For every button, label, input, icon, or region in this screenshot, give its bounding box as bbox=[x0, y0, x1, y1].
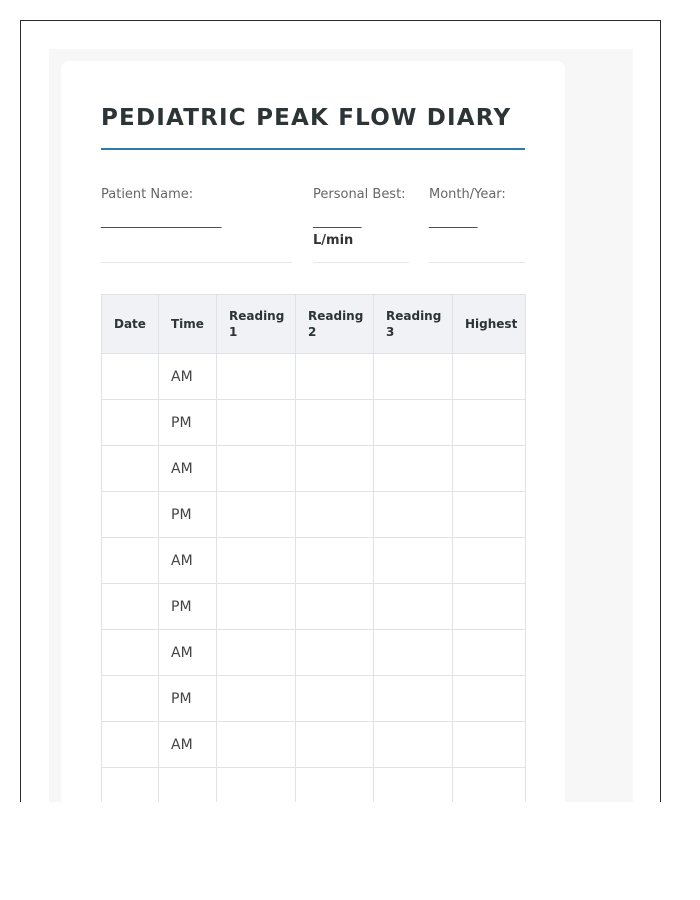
highest-cell[interactable] bbox=[453, 492, 526, 538]
table-row bbox=[102, 354, 526, 400]
highest-cell[interactable] bbox=[453, 400, 526, 446]
patient-name-rule bbox=[101, 262, 292, 263]
table-row bbox=[102, 538, 526, 584]
personal-best-rule bbox=[313, 262, 409, 263]
reading-2-cell[interactable] bbox=[296, 492, 374, 538]
time-cell: PM bbox=[159, 400, 217, 446]
month-year-label: Month/Year: bbox=[429, 187, 506, 202]
reading-1-cell[interactable] bbox=[217, 584, 296, 630]
reading-3-cell[interactable] bbox=[374, 400, 453, 446]
date-cell[interactable] bbox=[102, 538, 159, 584]
patient-name-label: Patient Name: bbox=[101, 187, 194, 202]
time-cell: AM bbox=[159, 354, 217, 400]
patient-name-field[interactable] bbox=[101, 187, 221, 230]
highest-cell[interactable] bbox=[453, 354, 526, 400]
table-row bbox=[102, 676, 526, 722]
reading-2-cell[interactable] bbox=[296, 584, 374, 630]
document-viewport bbox=[20, 20, 661, 802]
time-cell: AM bbox=[159, 722, 217, 768]
reading-2-cell[interactable] bbox=[296, 722, 374, 768]
header-time: Time bbox=[159, 295, 217, 354]
reading-3-cell[interactable] bbox=[374, 538, 453, 584]
date-cell[interactable] bbox=[102, 400, 159, 446]
reading-2-cell[interactable] bbox=[296, 446, 374, 492]
header-highest: Highest bbox=[453, 295, 526, 354]
patient-name-blank[interactable]: ____________________ bbox=[101, 214, 221, 229]
time-cell: AM bbox=[159, 446, 217, 492]
date-cell[interactable] bbox=[102, 630, 159, 676]
personal-best-field[interactable] bbox=[313, 187, 406, 249]
date-cell[interactable] bbox=[102, 446, 159, 492]
table-row bbox=[102, 722, 526, 768]
time-cell: PM bbox=[159, 584, 217, 630]
reading-2-cell[interactable] bbox=[296, 538, 374, 584]
time-cell: AM bbox=[159, 630, 217, 676]
date-cell[interactable] bbox=[102, 768, 159, 803]
personal-best-blank[interactable]: ________ bbox=[313, 214, 361, 229]
highest-cell[interactable] bbox=[453, 630, 526, 676]
table-row bbox=[102, 492, 526, 538]
reading-3-cell[interactable] bbox=[374, 630, 453, 676]
table-row bbox=[102, 630, 526, 676]
reading-3-cell[interactable] bbox=[374, 768, 453, 803]
personal-best-unit: L/min bbox=[313, 233, 354, 248]
month-year-blank[interactable]: ________ bbox=[429, 214, 477, 229]
reading-2-cell[interactable] bbox=[296, 400, 374, 446]
time-cell: PM bbox=[159, 676, 217, 722]
reading-2-cell[interactable] bbox=[296, 354, 374, 400]
date-cell[interactable] bbox=[102, 676, 159, 722]
reading-1-cell[interactable] bbox=[217, 538, 296, 584]
header-reading-1: Reading 1 bbox=[217, 295, 296, 354]
title-underline bbox=[101, 148, 525, 150]
table-row bbox=[102, 446, 526, 492]
reading-3-cell[interactable] bbox=[374, 676, 453, 722]
highest-cell[interactable] bbox=[453, 584, 526, 630]
table-row bbox=[102, 584, 526, 630]
highest-cell[interactable] bbox=[453, 768, 526, 803]
diary-card bbox=[61, 61, 565, 802]
reading-3-cell[interactable] bbox=[374, 446, 453, 492]
reading-1-cell[interactable] bbox=[217, 354, 296, 400]
reading-2-cell[interactable] bbox=[296, 676, 374, 722]
reading-3-cell[interactable] bbox=[374, 354, 453, 400]
reading-3-cell[interactable] bbox=[374, 584, 453, 630]
header-date: Date bbox=[102, 295, 159, 354]
date-cell[interactable] bbox=[102, 722, 159, 768]
reading-3-cell[interactable] bbox=[374, 722, 453, 768]
peak-flow-table bbox=[101, 294, 526, 802]
reading-1-cell[interactable] bbox=[217, 446, 296, 492]
reading-2-cell[interactable] bbox=[296, 768, 374, 803]
date-cell[interactable] bbox=[102, 354, 159, 400]
reading-1-cell[interactable] bbox=[217, 768, 296, 803]
reading-2-cell[interactable] bbox=[296, 630, 374, 676]
table-row bbox=[102, 400, 526, 446]
date-cell[interactable] bbox=[102, 492, 159, 538]
table-header-row bbox=[102, 295, 526, 354]
highest-cell[interactable] bbox=[453, 446, 526, 492]
highest-cell[interactable] bbox=[453, 722, 526, 768]
reading-1-cell[interactable] bbox=[217, 630, 296, 676]
highest-cell[interactable] bbox=[453, 676, 526, 722]
highest-cell[interactable] bbox=[453, 538, 526, 584]
reading-1-cell[interactable] bbox=[217, 492, 296, 538]
date-cell[interactable] bbox=[102, 584, 159, 630]
header-reading-2: Reading 2 bbox=[296, 295, 374, 354]
time-cell bbox=[159, 768, 217, 803]
month-year-field[interactable] bbox=[429, 187, 506, 230]
reading-3-cell[interactable] bbox=[374, 492, 453, 538]
table-row bbox=[102, 768, 526, 803]
header-reading-3: Reading 3 bbox=[374, 295, 453, 354]
reading-1-cell[interactable] bbox=[217, 676, 296, 722]
reading-1-cell[interactable] bbox=[217, 400, 296, 446]
personal-best-label: Personal Best: bbox=[313, 187, 406, 202]
reading-1-cell[interactable] bbox=[217, 722, 296, 768]
month-year-rule bbox=[429, 262, 525, 263]
page-title: PEDIATRIC PEAK FLOW DIARY bbox=[101, 105, 512, 131]
time-cell: PM bbox=[159, 492, 217, 538]
time-cell: AM bbox=[159, 538, 217, 584]
